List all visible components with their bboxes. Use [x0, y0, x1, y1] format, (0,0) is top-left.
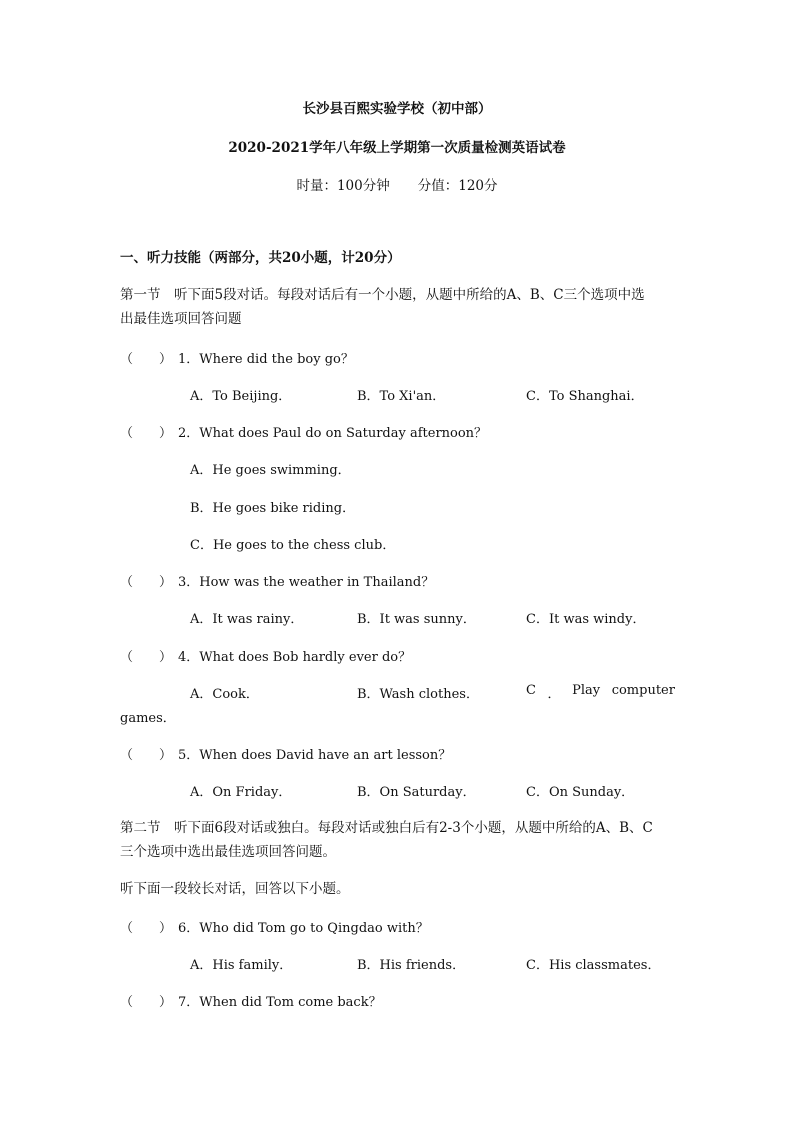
part1-instruction-line1: 第一节 听下面5段对话。每段对话后有一个小题，从题中所给的A、B、C三个选项中选	[120, 287, 645, 303]
answer-paren[interactable]: （ ）	[120, 650, 173, 665]
q4-option-a: A．Cook．	[190, 687, 259, 702]
long-dialog-instruction: 听下面一段较长对话，回答以下小题。	[120, 881, 350, 897]
answer-paren[interactable]: （ ）	[120, 426, 173, 441]
q2-option-a: A．He goes swimming．	[190, 463, 351, 478]
q4-option-c-wrap: games．	[120, 711, 176, 726]
question-text: 1．Where did the boy go？	[178, 352, 354, 367]
q1-option-b: B．To Xi'an．	[357, 389, 446, 404]
question-7	[120, 991, 382, 1010]
q6-option-c: C．His classmates．	[526, 958, 661, 973]
q6-option-a: A．His family．	[190, 958, 293, 973]
section-heading: 一、听力技能（两部分，共20小题，计20分）	[120, 250, 401, 266]
question-6	[120, 917, 429, 936]
q5-option-b: B．On Saturday．	[357, 785, 476, 800]
question-text: 7．When did Tom come back？	[178, 995, 382, 1010]
q4-option-b: B．Wash clothes．	[357, 687, 479, 702]
answer-paren[interactable]: （ ）	[120, 995, 173, 1010]
total-score: 分值：120分	[417, 178, 498, 194]
question-5	[120, 744, 451, 763]
question-text: 4．What does Bob hardly ever do？	[178, 650, 412, 665]
question-3	[120, 571, 434, 590]
q4-option-c-dot: ．	[547, 687, 561, 702]
question-4	[120, 646, 411, 665]
q4-option-c-word1: Play	[572, 683, 601, 698]
part2-instruction-line1: 第二节 听下面6段对话或独白。每段对话或独白后有2-3个小题，从题中所给的A、B、C	[120, 820, 653, 836]
q4-option-c	[526, 683, 675, 702]
q5-option-c: C．On Sunday．	[526, 785, 635, 800]
question-text: 6．Who did Tom go to Qingdao with？	[178, 921, 429, 936]
q3-option-c: C．It was windy．	[526, 612, 646, 627]
answer-paren[interactable]: （ ）	[120, 921, 173, 936]
answer-paren[interactable]: （ ）	[120, 352, 173, 367]
q5-option-a: A．On Friday．	[190, 785, 292, 800]
time-limit: 时量：100分钟	[296, 178, 390, 194]
exam-title: 2020-2021学年八年级上学期第一次质量检测英语试卷	[228, 140, 566, 156]
q3-option-b: B．It was sunny．	[357, 612, 476, 627]
answer-paren[interactable]: （ ）	[120, 748, 173, 763]
school-name: 长沙县百熙实验学校（初中部）	[302, 101, 492, 117]
q4-option-c-word2: computer	[611, 683, 675, 698]
question-text: 5．When does David have an art lesson？	[178, 748, 452, 763]
question-1	[120, 348, 354, 367]
q6-option-b: B．His friends．	[357, 958, 466, 973]
q1-option-c: C．To Shanghai．	[526, 389, 644, 404]
answer-paren[interactable]: （ ）	[120, 575, 173, 590]
question-2	[120, 422, 487, 441]
q3-option-a: A．It was rainy．	[190, 612, 304, 627]
q2-option-c: C．He goes to the chess club．	[190, 538, 396, 553]
part2-instruction-line2: 三个选项中选出最佳选项回答问题。	[120, 844, 336, 860]
part1-instruction-line2: 出最佳选项回答问题	[120, 311, 242, 327]
q4-option-c-letter: C	[526, 683, 536, 698]
question-text: 2．What does Paul do on Saturday afternoon？	[178, 426, 488, 441]
exam-meta	[0, 174, 794, 194]
question-text: 3．How was the weather in Thailand？	[178, 575, 435, 590]
q1-option-a: A．To Beijing．	[190, 389, 292, 404]
q2-option-b: B．He goes bike riding．	[190, 501, 356, 516]
